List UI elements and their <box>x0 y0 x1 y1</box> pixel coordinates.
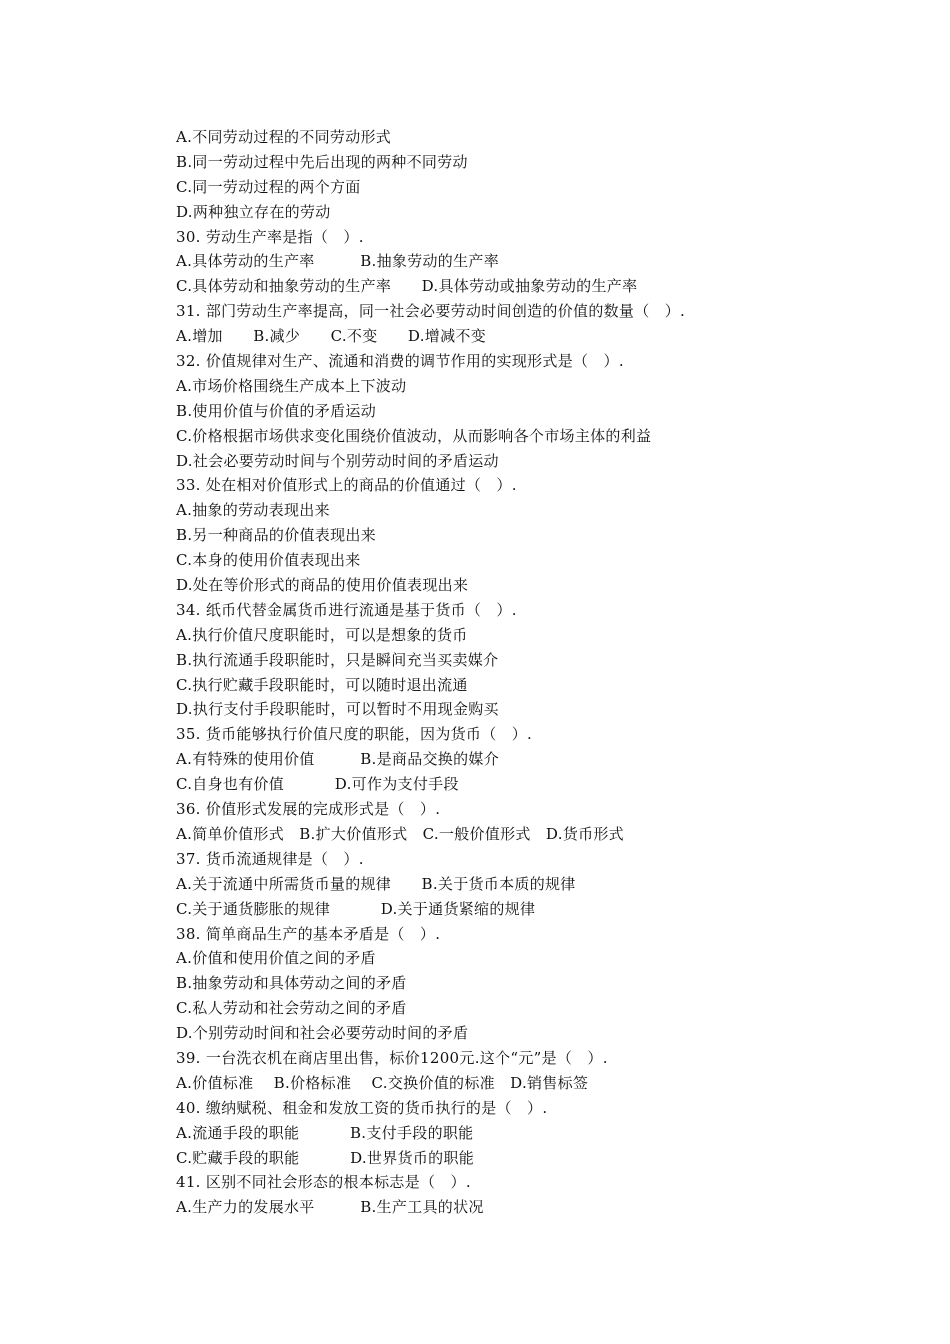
option-line: C.同一劳动过程的两个方面 <box>176 177 361 196</box>
option-line: C.本身的使用价值表现出来 <box>176 551 361 570</box>
option-line: C.自身也有价值 D.可作为支付手段 <box>176 775 459 794</box>
option-line: C.具体劳动和抽象劳动的生产率 D.具体劳动或抽象劳动的生产率 <box>176 277 638 296</box>
question-line: 34. 纸币代替金属货币进行流通是基于货币（ ）. <box>176 600 517 619</box>
option-line: A.增加 B.减少 C.不变 D.增减不变 <box>176 327 486 346</box>
option-line: A.价值标准 B.价格标准 C.交换价值的标准 D.销售标签 <box>176 1073 589 1092</box>
question-line: 41. 区别不同社会形态的根本标志是（ ）. <box>176 1173 471 1192</box>
option-line: C.贮藏手段的职能 D.世界货币的职能 <box>176 1148 475 1167</box>
option-line: D.处在等价形式的商品的使用价值表现出来 <box>176 576 469 595</box>
question-line: 30. 劳动生产率是指（ ）. <box>176 227 364 246</box>
option-line: A.价值和使用价值之间的矛盾 <box>176 949 376 968</box>
option-line: C.私人劳动和社会劳动之间的矛盾 <box>176 999 407 1018</box>
option-line: B.执行流通手段职能时，只是瞬间充当买卖媒介 <box>176 650 499 669</box>
question-line: 40. 缴纳赋税、租金和发放工资的货币执行的是（ ）. <box>176 1098 548 1117</box>
option-line: A.具体劳动的生产率 B.抽象劳动的生产率 <box>176 252 500 271</box>
question-line: 35. 货币能够执行价值尺度的职能，因为货币（ ）. <box>176 725 533 744</box>
question-line: 37. 货币流通规律是（ ）. <box>176 849 364 868</box>
question-line: 39. 一台洗衣机在商店里出售，标价1200元.这个“元”是（ ）. <box>176 1048 608 1067</box>
option-line: A.生产力的发展水平 B.生产工具的状况 <box>176 1198 484 1217</box>
question-line: 38. 简单商品生产的基本矛盾是（ ）. <box>176 924 441 943</box>
option-line: A.流通手段的职能 B.支付手段的职能 <box>176 1123 474 1142</box>
option-line: C.执行贮藏手段职能时，可以随时退出流通 <box>176 675 468 694</box>
option-line: D.个别劳动时间和社会必要劳动时间的矛盾 <box>176 1024 469 1043</box>
option-line: B.抽象劳动和具体劳动之间的矛盾 <box>176 974 407 993</box>
option-line: A.有特殊的使用价值 B.是商品交换的媒介 <box>176 750 500 769</box>
option-line: A.关于流通中所需货币量的规律 B.关于货币本质的规律 <box>176 874 576 893</box>
question-line: 32. 价值规律对生产、流通和消费的调节作用的实现形式是（ ）. <box>176 352 624 371</box>
option-line: B.使用价值与价值的矛盾运动 <box>176 401 376 420</box>
question-line: 31. 部门劳动生产率提高，同一社会必要劳动时间创造的价值的数量（ ）. <box>176 302 686 321</box>
question-line: 36. 价值形式发展的完成形式是（ ）. <box>176 800 441 819</box>
option-line: C.关于通货膨胀的规律 D.关于通货紧缩的规律 <box>176 899 536 918</box>
option-line: A.抽象的劳动表现出来 <box>176 501 330 520</box>
option-line: B.另一种商品的价值表现出来 <box>176 526 376 545</box>
option-line: A.不同劳动过程的不同劳动形式 <box>176 128 392 146</box>
option-line: B.同一劳动过程中先后出现的两种不同劳动 <box>176 152 468 171</box>
option-line: A.简单价值形式 B.扩大价值形式 C.一般价值形式 D.货币形式 <box>176 824 624 843</box>
option-line: D.社会必要劳动时间与个别劳动时间的矛盾运动 <box>176 451 499 470</box>
option-line: C.价格根据市场供求变化围绕价值波动，从而影响各个市场主体的利益 <box>176 426 652 445</box>
document-page <box>176 125 896 1220</box>
option-line: D.执行支付手段职能时，可以暂时不用现金购买 <box>176 700 499 719</box>
option-line: A.执行价值尺度职能时，可以是想象的货币 <box>176 625 468 644</box>
option-line: A.市场价格围绕生产成本上下波动 <box>176 376 407 395</box>
question-line: 33. 处在相对价值形式上的商品的价值通过（ ）. <box>176 476 517 495</box>
option-line: D.两种独立存在的劳动 <box>176 202 331 221</box>
